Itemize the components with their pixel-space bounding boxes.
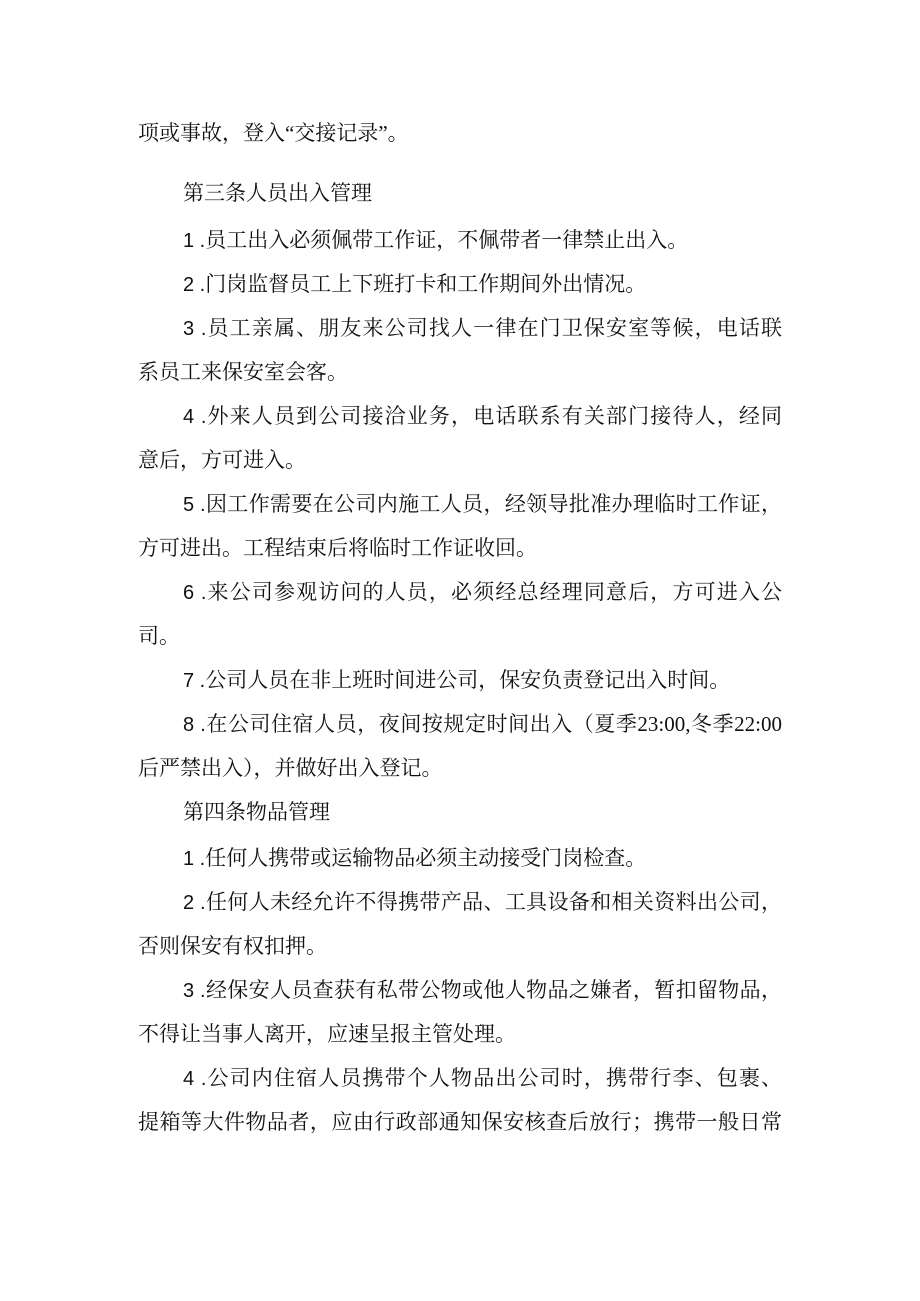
item-number: 1 .: [183, 848, 206, 870]
item-text: 任何人携带或运输物品必须主动接受门岗检查。: [205, 846, 647, 870]
item-text: 门岗监督员工上下班打卡和工作期间外出情况。: [205, 272, 647, 296]
item-text-continuation: 意后，方可进入。: [138, 448, 306, 472]
item-number: 8 .: [183, 714, 206, 736]
intro-continuation-line: 项或事故，登入“交接记录”。: [138, 121, 409, 145]
section-heading: 第四条物品管理: [183, 800, 330, 824]
item-text: 任何人未经允许不得携带产品、工具设备和相关资料出公司，: [205, 890, 782, 914]
item-number: 1 .: [183, 230, 206, 252]
list-item: [183, 262, 646, 306]
item-text-continuation: 否则保安有权扣押。: [138, 934, 327, 958]
item-text: 外来人员到公司接洽业务，电话联系有关部门接待人，经同: [206, 404, 782, 428]
list-item: [183, 218, 688, 262]
item-number: 3 .: [183, 980, 206, 1002]
item-number: 2 .: [183, 892, 206, 914]
item-number: 3 .: [183, 318, 207, 340]
list-item: [183, 482, 782, 526]
list-item: [183, 658, 730, 702]
item-text-continuation: 方可进出。工程结束后将临时工作证收回。: [138, 536, 537, 560]
list-item: [183, 394, 782, 438]
list-item: [183, 702, 782, 746]
section-heading: 第三条人员出入管理: [183, 181, 372, 205]
item-text: 公司人员在非上班时间进公司，保安负责登记出入时间。: [205, 668, 731, 692]
item-text-continuation: 提箱等大件物品者，应由行政部通知保安核查后放行；携带一般日常: [138, 1110, 782, 1134]
list-item: [183, 836, 646, 880]
item-text: 员工亲属、朋友来公司找人一律在门卫保安室等候，电话联: [206, 316, 782, 340]
list-item: [183, 306, 782, 350]
item-text: 因工作需要在公司内施工人员，经领导批准办理临时工作证，: [205, 492, 782, 516]
item-text: 公司内住宿人员携带个人物品出公司时，携带行李、包裹、: [206, 1066, 782, 1090]
item-number: 5 .: [183, 494, 206, 516]
item-text: 在公司住宿人员，夜间按规定时间出入（夏季23:00,冬季22:00: [205, 712, 782, 736]
list-item: [183, 968, 782, 1012]
list-item: [183, 570, 782, 614]
item-number: 4 .: [183, 1068, 207, 1090]
item-text-continuation: 后严禁出入），并做好出入登记。: [138, 756, 443, 780]
item-number: 4 .: [183, 406, 207, 428]
item-number: 2 .: [183, 274, 206, 296]
list-item: [183, 880, 782, 924]
item-text: 来公司参观访问的人员，必须经总经理同意后，方可进入公: [206, 580, 782, 604]
item-text: 经保安人员查获有私带公物或他人物品之嫌者，暂扣留物品，: [205, 978, 782, 1002]
item-text-continuation: 不得让当事人离开，应速呈报主管处理。: [138, 1022, 516, 1046]
item-number: 6 .: [183, 582, 207, 604]
list-item: [183, 1056, 782, 1100]
item-text-continuation: 系员工来保安室会客。: [138, 360, 348, 384]
item-number: 7 .: [183, 670, 206, 692]
item-text-continuation: 司。: [138, 624, 180, 648]
item-text: 员工出入必须佩带工作证，不佩带者一律禁止出入。: [205, 228, 689, 252]
